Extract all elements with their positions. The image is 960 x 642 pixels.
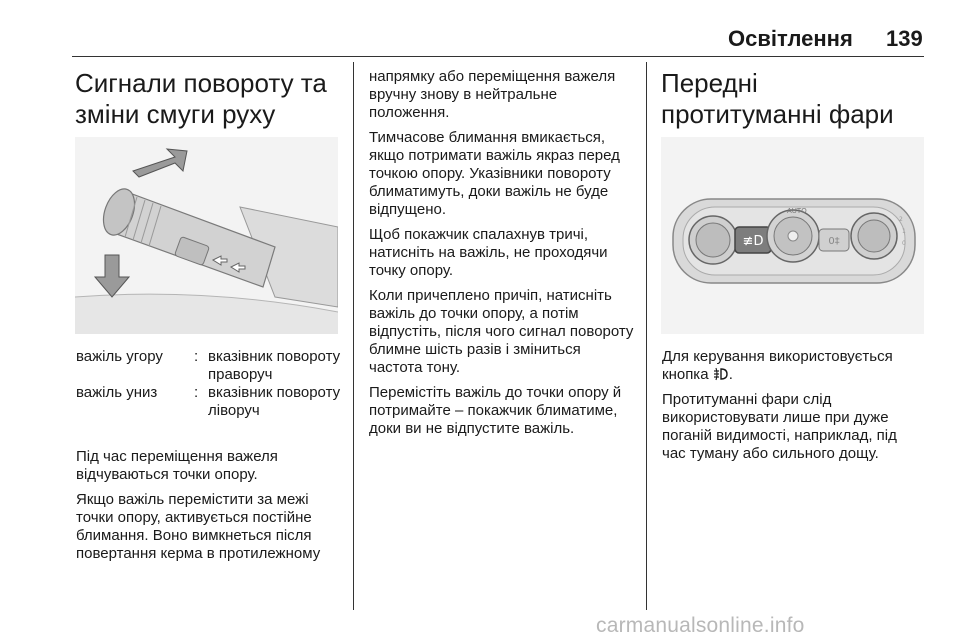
paragraph: напрямку або переміщення важеля вручну знову в нейтральне положення. bbox=[369, 68, 616, 121]
definition-separator: : bbox=[194, 348, 199, 365]
front-fog-light-icon bbox=[713, 367, 729, 381]
paragraph-fog-button bbox=[662, 348, 924, 384]
definition-term: важіль униз bbox=[76, 384, 158, 401]
paragraph: Якщо важіль перемістити за межі точки опору, активується постійне блимання. Воно вимкнеться після повертання керма в протилежному bbox=[76, 491, 321, 562]
section-title: Освітлення bbox=[728, 26, 853, 51]
paragraph: Тимчасове блимання вмикається, якщо потримати важіль якраз перед точкою опору. Указівники повороту блиматимуть, доки важіль не буде відпущено. bbox=[369, 129, 620, 218]
paragraph: Щоб покажчик спалахнув тричі, натисніть на важіль, не проходячи точку опору. bbox=[369, 226, 608, 279]
definition-row-down bbox=[76, 384, 344, 420]
column-divider-right bbox=[646, 62, 647, 610]
svg-text:1: 1 bbox=[902, 228, 906, 235]
paragraph: Під час переміщення важеля відчуваються точки опору. bbox=[76, 448, 278, 483]
panel-auto-label: AUTO bbox=[787, 207, 807, 215]
header-rule bbox=[72, 56, 924, 57]
watermark: carmanualsonline.info bbox=[596, 614, 805, 637]
definition-description: вказівник повороту ліворуч bbox=[208, 384, 341, 419]
svg-text:2: 2 bbox=[899, 216, 903, 223]
paragraph-text: Для керування використовується кнопка bbox=[662, 348, 893, 383]
lever-direction-definitions bbox=[76, 348, 344, 420]
middle-body-text bbox=[369, 68, 637, 445]
column-divider-left bbox=[353, 62, 354, 610]
turn-signals-heading: Сигнали повороту та зміни смуги руху bbox=[75, 68, 327, 129]
light-switch-panel-figure bbox=[661, 137, 924, 334]
right-body-text bbox=[662, 348, 924, 470]
definition-separator: : bbox=[194, 384, 199, 401]
svg-text:0‡: 0‡ bbox=[828, 236, 840, 247]
left-body-text bbox=[76, 448, 346, 570]
paragraph: Протитуманні фари слід використовувати лише при дуже поганій видимості, наприклад, під час туману або сильного дощу. bbox=[662, 391, 897, 462]
paragraph-end: . bbox=[728, 366, 733, 383]
svg-text:≢D: ≢D bbox=[742, 234, 764, 249]
svg-text:0: 0 bbox=[902, 240, 906, 247]
fog-lights-heading: Передні протитуманні фари bbox=[661, 68, 894, 129]
definition-description: вказівник повороту праворуч bbox=[208, 348, 341, 383]
paragraph: Перемістіть важіль до точки опору й потримайте – покажчик блиматиме, доки ви не відпустите важіль. bbox=[369, 384, 622, 437]
paragraph: Коли причеплено причіп, натисніть важіль до точки опору, а потім відпустіть, після чого сигнал повороту блимне шість разів і зміниться частота тону. bbox=[369, 287, 634, 376]
page-number: 139 bbox=[886, 26, 923, 51]
definition-row-up bbox=[76, 348, 344, 384]
turn-signal-lever-figure bbox=[75, 137, 338, 334]
page-header bbox=[0, 0, 960, 62]
definition-term: важіль угору bbox=[76, 348, 163, 365]
